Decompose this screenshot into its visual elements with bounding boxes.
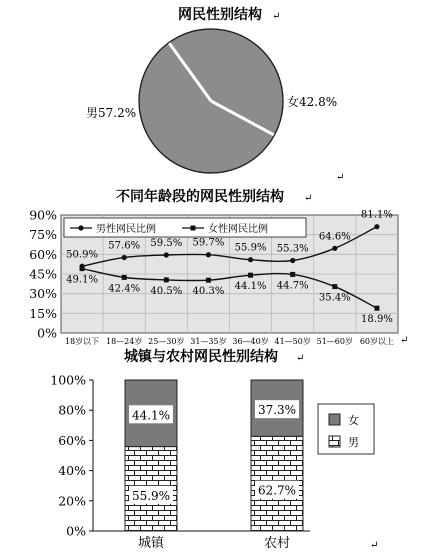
line-xtick-label: 36—40岁 bbox=[232, 337, 269, 346]
bar-ytick-label: 100% bbox=[50, 372, 86, 388]
legend-female-marker bbox=[191, 226, 196, 231]
line-ytick-label: 75% bbox=[29, 227, 57, 243]
line-data-label-male: 57.6% bbox=[108, 240, 141, 252]
line-data-label-female: 42.4% bbox=[108, 283, 141, 295]
line-point-female bbox=[80, 266, 85, 271]
line-point-male bbox=[164, 252, 169, 257]
line-xtick-label: 60岁以上 bbox=[359, 337, 395, 346]
line-point-female bbox=[206, 278, 211, 283]
bar-data-label-male: 62.7% bbox=[257, 483, 297, 498]
bar-legend bbox=[318, 404, 374, 454]
return-mark: ↵ bbox=[296, 353, 305, 364]
pie-title: 网民性别结构 bbox=[178, 7, 262, 23]
legend-female-label: 女性网民比例 bbox=[208, 224, 268, 235]
bar-ytick-label: 20% bbox=[58, 493, 86, 509]
line-ytick-label: 0% bbox=[37, 325, 57, 341]
line-data-label-male: 59.7% bbox=[192, 237, 225, 249]
legend-male-marker bbox=[78, 225, 83, 230]
pie-chart bbox=[86, 6, 344, 183]
return-mark: ↵ bbox=[370, 540, 379, 551]
line-ytick-label: 45% bbox=[29, 266, 57, 282]
bar-data-label-male: 55.9% bbox=[131, 488, 171, 503]
legend-male-swatch bbox=[329, 436, 340, 447]
line-point-female bbox=[290, 272, 295, 277]
legend-male-label: 男性网民比例 bbox=[96, 224, 156, 235]
line-point-male bbox=[248, 257, 253, 262]
line-data-label-male: 64.6% bbox=[318, 231, 351, 243]
pie-label-female: 女42.8% bbox=[287, 95, 338, 109]
bar-xtick-label: 农村 bbox=[263, 536, 291, 551]
line-point-female bbox=[164, 277, 169, 282]
line-ytick-label: 15% bbox=[29, 305, 57, 321]
pie-label-male: 男57.2% bbox=[86, 106, 137, 120]
line-point-female bbox=[374, 306, 379, 311]
line-data-label-male: 81.1% bbox=[361, 209, 393, 221]
line-point-male bbox=[332, 246, 337, 251]
line-xtick-label: 41—50岁 bbox=[274, 337, 311, 346]
line-xtick-label: 25—30岁 bbox=[148, 337, 185, 346]
bar-ytick-label: 0% bbox=[66, 523, 86, 539]
line-xtick-label: 51—60岁 bbox=[316, 337, 353, 346]
line-data-label-male: 59.5% bbox=[150, 237, 183, 249]
line-legend bbox=[64, 218, 306, 237]
line-data-label-female: 18.9% bbox=[361, 314, 393, 326]
return-mark: ↵ bbox=[400, 335, 409, 346]
line-point-female bbox=[248, 273, 253, 278]
line-point-female bbox=[122, 275, 127, 280]
bar-ytick-label: 60% bbox=[58, 432, 86, 448]
line-xtick-label: 31—35岁 bbox=[190, 337, 227, 346]
return-mark: ↵ bbox=[304, 193, 313, 204]
line-data-label-female: 49.1% bbox=[66, 274, 98, 286]
line-data-label-female: 40.3% bbox=[192, 286, 225, 298]
bar-ytick-label: 40% bbox=[58, 463, 86, 479]
bar-xtick-label: 城镇 bbox=[137, 536, 165, 551]
line-point-male bbox=[122, 255, 127, 260]
line-point-female bbox=[332, 284, 337, 289]
bar-ytick-label: 80% bbox=[58, 402, 86, 418]
line-point-male bbox=[374, 224, 379, 229]
line-chart bbox=[29, 188, 408, 346]
line-data-label-male: 50.9% bbox=[66, 249, 98, 261]
line-ytick-label: 90% bbox=[29, 207, 57, 223]
legend-female-swatch bbox=[329, 414, 340, 425]
line-xtick-label: 18—24岁 bbox=[106, 337, 143, 346]
bar-chart bbox=[50, 348, 378, 551]
line-data-label-male: 55.3% bbox=[276, 243, 309, 255]
bar-data-label-female: 44.1% bbox=[131, 408, 171, 423]
line-data-label-female: 44.1% bbox=[234, 281, 267, 293]
line-data-label-male: 55.9% bbox=[234, 242, 267, 254]
bar-data-label-female: 37.3% bbox=[257, 403, 297, 418]
line-ytick-label: 60% bbox=[29, 246, 57, 262]
bar-title: 城镇与农村网民性别结构 bbox=[124, 349, 278, 365]
line-xtick-label: 18岁以下 bbox=[64, 337, 100, 346]
line-point-male bbox=[290, 258, 295, 263]
line-data-label-female: 40.5% bbox=[150, 285, 183, 297]
return-mark: ↵ bbox=[336, 172, 345, 183]
return-mark: ↵ bbox=[272, 11, 281, 22]
line-point-male bbox=[206, 252, 211, 257]
line-data-label-female: 35.4% bbox=[318, 292, 351, 304]
legend-female-text: 女 bbox=[348, 414, 359, 427]
line-data-label-female: 44.7% bbox=[276, 280, 309, 292]
line-ytick-label: 30% bbox=[29, 286, 57, 302]
legend-male-text: 男 bbox=[348, 436, 359, 449]
line-title: 不同年龄段的网民性别结构 bbox=[116, 189, 284, 205]
